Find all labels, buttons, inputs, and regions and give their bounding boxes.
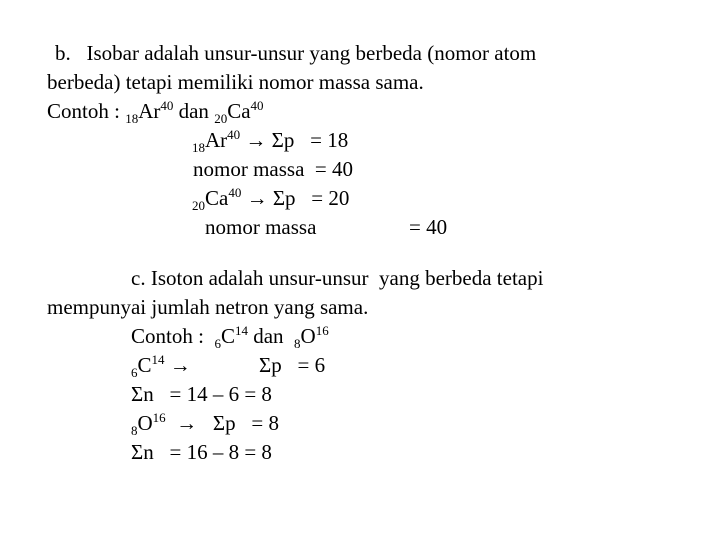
ca-mass-number: 40 <box>250 98 264 113</box>
c-proton-count: → Σp = 6 <box>164 353 326 377</box>
ca-symbol: Ca <box>227 99 251 123</box>
isobar-definition-line2: berbeda) tetapi memiliki nomor massa sama. <box>47 70 424 94</box>
c-atomic-number: 6 <box>214 336 221 351</box>
isobar-definition-line1: b. Isobar adalah unsur-unsur yang berbeda (nomor atom <box>55 41 537 65</box>
c-mass-number: 14 <box>151 352 165 367</box>
example-label: Contoh : <box>47 99 126 123</box>
ca-atomic-number: 20 <box>192 198 205 213</box>
o-proton-count: → Σp = 8 <box>165 411 279 435</box>
ca-proton-count: → Σp = 20 <box>241 186 350 210</box>
o-mass-number: 16 <box>152 410 166 425</box>
ar-proton-line <box>192 127 349 155</box>
ar-symbol: Ar <box>138 99 161 123</box>
ca-mass-number: 40 <box>228 185 242 200</box>
c-neutron-line: Σn = 14 – 6 = 8 <box>131 382 272 406</box>
isobar-example <box>47 98 264 126</box>
o-symbol: O <box>300 324 316 348</box>
conjunction: dan <box>247 324 295 348</box>
example-label: Contoh : <box>131 324 215 348</box>
ca-mass-label: nomor massa <box>205 215 317 239</box>
ar-mass-line: nomor massa = 40 <box>193 157 353 181</box>
isoton-definition-line1: c. Isoton adalah unsur-unsur yang berbeda tetapi <box>131 266 544 290</box>
ca-atomic-number: 20 <box>214 111 228 126</box>
c-symbol: C <box>137 353 152 377</box>
ar-mass-number: 40 <box>160 98 174 113</box>
o-atomic-number: 8 <box>294 336 301 351</box>
o-proton-line <box>131 410 279 438</box>
ca-mass-value: = 40 <box>409 215 448 239</box>
ca-proton-line <box>192 185 350 213</box>
c-proton-line <box>131 352 326 380</box>
ar-proton-count: → Σp = 18 <box>240 128 349 152</box>
o-mass-number: 16 <box>315 323 329 338</box>
o-atomic-number: 8 <box>131 423 138 438</box>
ar-symbol: Ar <box>205 128 228 152</box>
c-symbol: C <box>220 324 235 348</box>
ar-atomic-number: 18 <box>192 140 205 155</box>
isoton-example <box>131 323 329 351</box>
c-mass-number: 14 <box>234 323 248 338</box>
ar-atomic-number: 18 <box>125 111 139 126</box>
o-symbol: O <box>137 411 153 435</box>
isoton-definition-line2: mempunyai jumlah netron yang sama. <box>47 295 369 319</box>
c-atomic-number: 6 <box>131 365 138 380</box>
ar-mass-number: 40 <box>227 127 241 142</box>
o-neutron-line: Σn = 16 – 8 = 8 <box>131 440 272 464</box>
conjunction: dan <box>173 99 215 123</box>
ca-symbol: Ca <box>205 186 229 210</box>
